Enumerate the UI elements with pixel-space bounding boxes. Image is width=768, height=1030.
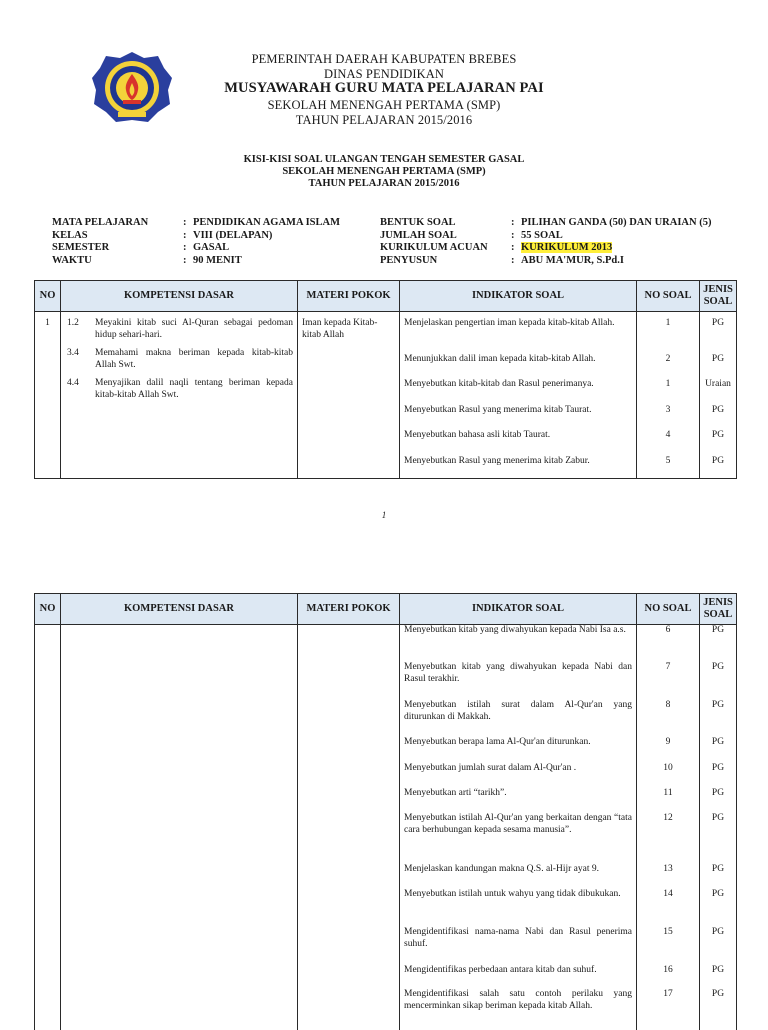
header-kompetensi-dasar: KOMPETENSI DASAR [61, 281, 298, 312]
header-jenis-line1: JENIS [703, 284, 733, 295]
header-materi-pokok: MATERI POKOK [298, 281, 400, 312]
question-number: 9 [665, 737, 671, 747]
kd-text: Menyajikan dalil naqli tentang beriman kepada kitab-kitab Allah Swt. [95, 378, 293, 400]
indicator-text: Menyebutkan bahasa asli kitab Taurat. [404, 430, 551, 440]
letterhead-government: PEMERINTAH DAERAH KABUPATEN BREBES [251, 52, 517, 66]
question-number: 16 [663, 965, 673, 975]
kd-list [61, 312, 297, 401]
info-left-values [193, 217, 373, 267]
kd-text: Memahami makna beriman kepada kitab-kitab Allah Swt. [95, 348, 293, 370]
kd-text: Meyakini kitab suci Al-Quran sebagai pedoman hidup sehari-hari. [95, 318, 293, 340]
colon: : [183, 229, 187, 241]
header-indikator-soal: INDIKATOR SOAL [400, 594, 637, 625]
author-value: ABU MA'MUR, S.Pd.I [521, 254, 624, 266]
header-kompetensi-dasar: KOMPETENSI DASAR [61, 594, 298, 625]
colon: : [183, 217, 187, 228]
class-value: VIII (DELAPAN) [193, 229, 273, 241]
question-number: 11 [663, 788, 673, 798]
info-label: MATA PELAJARAN [52, 217, 149, 228]
question-number: 8 [665, 700, 671, 710]
subject-value: PENDIDIKAN AGAMA ISLAM [193, 217, 341, 228]
document-subtitle: SEKOLAH MENENGAH PERTAMA (SMP) [282, 166, 486, 177]
question-type: PG [711, 965, 725, 975]
info-right-labels [380, 217, 508, 267]
question-number: 1 [665, 379, 671, 389]
question-type: PG [711, 662, 725, 672]
colon: : [183, 254, 187, 266]
indicator-text: Menyebutkan jumlah surat dalam Al-Qur'an . [404, 763, 577, 773]
indicator-text: Mengidentifikas perbedaan antara kitab dan suhuf. [404, 965, 597, 975]
question-number: 7 [665, 662, 671, 672]
question-type: PG [711, 737, 725, 747]
indicator-text: Menjelaskan pengertian iman kepada kitab-kitab Allah. [404, 318, 615, 328]
blueprint-table-page1 [34, 280, 737, 479]
info-label: KURIKULUM ACUAN [380, 242, 488, 253]
question-type: PG [711, 354, 725, 364]
header-jenis-line2: SOAL [703, 609, 733, 620]
indicator-text: Menyebutkan kitab-kitab dan Rasul penerimanya. [404, 379, 594, 389]
indicator-text: Menyebutkan kitab yang diwahyukan kepada Nabi dan Rasul terakhir. [404, 662, 632, 684]
header-jenis-soal [700, 594, 737, 625]
question-type: PG [711, 889, 725, 899]
indicator-text: Menunjukkan dalil iman kepada kitab-kitab Allah. [404, 354, 596, 364]
question-type: PG [711, 405, 725, 415]
question-number: 5 [665, 456, 671, 466]
indicator-text: Menyebutkan Rasul yang menerima kitab Taurat. [404, 405, 592, 415]
question-number: 15 [663, 927, 673, 937]
question-type: PG [711, 700, 725, 710]
indicator-text: Menyebutkan berapa lama Al-Qur'an diturunkan. [404, 737, 591, 747]
info-right-values [521, 217, 741, 267]
blueprint-table-page2 [34, 593, 737, 1030]
header-jenis-line1: JENIS [703, 597, 733, 608]
letterhead-organization: MUSYAWARAH GURU MATA PELAJARAN PAI [224, 80, 544, 96]
info-label: JUMLAH SOAL [380, 229, 457, 241]
colon: : [183, 242, 187, 253]
indicator-text: Menyebutkan istilah Al-Qur'an yang berkaitan dengan “tata cara berhubungan kepada sesama manusia”. [404, 813, 632, 835]
indicator-text: Menyebutkan Rasul yang menerima kitab Zabur. [404, 456, 590, 466]
table-header-row [35, 281, 737, 312]
question-type: PG [711, 989, 725, 999]
question-number: 3 [665, 405, 671, 415]
header-jenis-soal [700, 281, 737, 312]
question-type-value: PILIHAN GANDA (50) DAN URAIAN (5) [521, 217, 712, 228]
question-type: Uraian [705, 379, 731, 389]
semester-value: GASAL [193, 242, 230, 253]
question-number: 6 [665, 625, 671, 635]
question-number: 14 [663, 889, 673, 899]
question-number: 17 [663, 989, 673, 999]
question-number: 12 [663, 813, 673, 823]
indicator-text: Menyebutkan istilah surat dalam Al-Qur'an yang diturunkan di Makkah. [404, 700, 632, 722]
page-number: 1 [381, 510, 387, 520]
time-value: 90 MENIT [193, 254, 242, 266]
indicator-text: Menjelaskan kandungan makna Q.S. al-Hijr ayat 9. [404, 864, 599, 874]
table-row [35, 312, 737, 479]
question-type: PG [711, 864, 725, 874]
indicator-text: Menyebutkan kitab yang diwahyukan kepada Nabi Isa a.s. [404, 625, 626, 635]
info-label: BENTUK SOAL [380, 217, 456, 228]
letterhead-year: TAHUN PELAJARAN 2015/2016 [295, 113, 473, 127]
colon: : [511, 229, 515, 241]
question-number: 10 [663, 763, 673, 773]
indicator-text: Mengidentifikasi nama-nama Nabi dan Rasul penerima suhuf. [404, 927, 632, 949]
document-title: KISI-KISI SOAL ULANGAN TENGAH SEMESTER GASAL [243, 154, 525, 165]
curriculum-value: KURIKULUM 2013 [521, 242, 613, 253]
question-number: 1 [665, 318, 671, 328]
info-label: WAKTU [52, 254, 92, 266]
indicator-text: Menyebutkan arti “tarikh”. [404, 788, 507, 798]
letterhead-school-level: SEKOLAH MENENGAH PERTAMA (SMP) [267, 98, 501, 112]
colon: : [511, 254, 515, 266]
question-type: PG [711, 456, 725, 466]
question-type: PG [711, 430, 725, 440]
question-number: 4 [665, 430, 671, 440]
row-number: 1 [45, 318, 50, 328]
question-type: PG [711, 813, 725, 823]
question-type: PG [711, 625, 725, 635]
question-type: PG [711, 927, 725, 937]
info-left-labels [52, 217, 182, 267]
document-year: TAHUN PELAJARAN 2015/2016 [308, 178, 460, 189]
kd-item [61, 348, 297, 371]
indicator-text: Mengidentifikasi salah satu contoh perilaku yang mencerminkan sikap beriman kepada kitab Allah. [404, 989, 632, 1011]
question-type: PG [711, 763, 725, 773]
header-no: NO [35, 594, 61, 625]
colon: : [511, 242, 515, 253]
question-number: 2 [665, 354, 671, 364]
header-no-soal: NO SOAL [637, 281, 700, 312]
question-type: PG [711, 788, 725, 798]
kd-item [61, 378, 297, 401]
header-indikator-soal: INDIKATOR SOAL [400, 281, 637, 312]
table-header-row [35, 594, 737, 625]
colon: : [511, 217, 515, 228]
question-count-value: 55 SOAL [521, 229, 563, 241]
question-type: PG [711, 318, 725, 328]
kd-number: 3.4 [67, 348, 79, 358]
info-left-colons [183, 217, 193, 267]
kd-item [61, 318, 297, 341]
indicator-text: Menyebutkan istilah untuk wahyu yang tidak dibukukan. [404, 889, 621, 899]
info-label: PENYUSUN [380, 254, 438, 266]
info-right-colons [511, 217, 521, 267]
question-number: 13 [663, 864, 673, 874]
kd-number: 4.4 [67, 378, 79, 388]
letterhead-department: DINAS PENDIDIKAN [324, 67, 444, 81]
materi-pokok-text: Iman kepada Kitab-kitab Allah [302, 318, 378, 340]
info-label: SEMESTER [52, 242, 110, 253]
header-no: NO [35, 281, 61, 312]
header-materi-pokok: MATERI POKOK [298, 594, 400, 625]
table-row [35, 625, 737, 1030]
header-no-soal: NO SOAL [637, 594, 700, 625]
header-jenis-line2: SOAL [703, 296, 733, 307]
info-label: KELAS [52, 229, 88, 241]
kd-number: 1.2 [67, 318, 79, 328]
